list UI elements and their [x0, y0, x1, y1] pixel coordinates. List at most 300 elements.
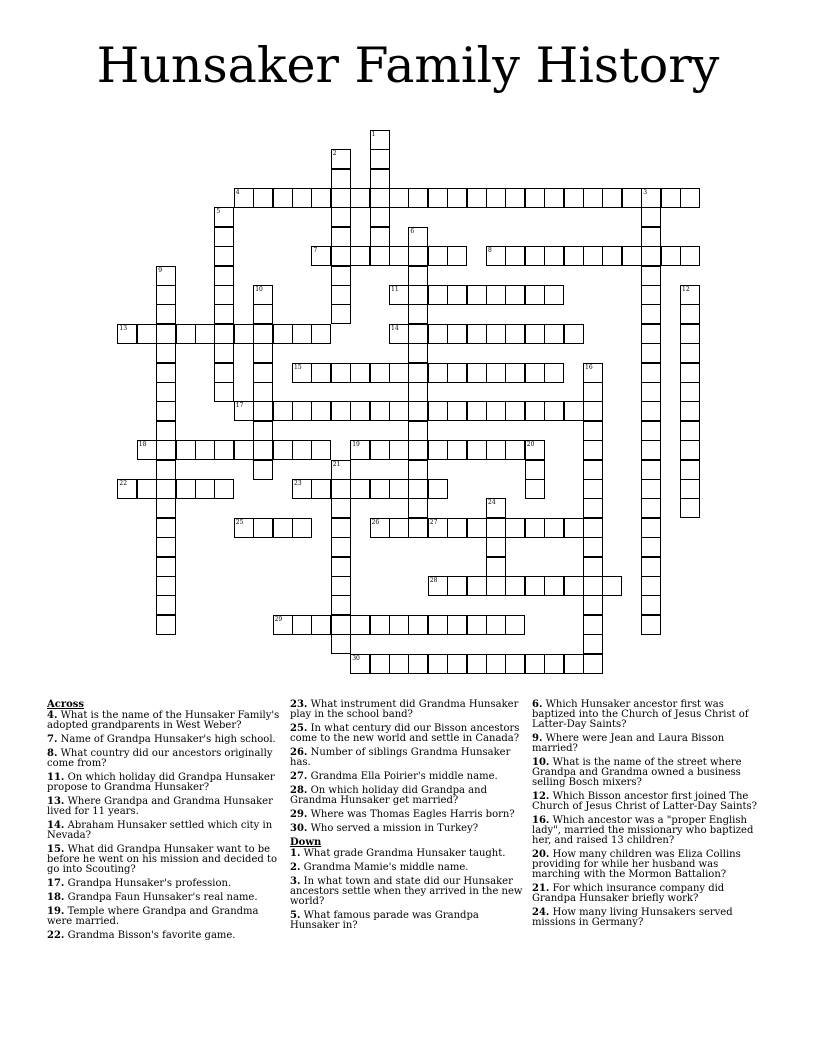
grid-cell[interactable]: [214, 382, 234, 402]
grid-cell[interactable]: [583, 382, 603, 402]
grid-cell[interactable]: [641, 324, 661, 344]
grid-cell[interactable]: [273, 401, 293, 421]
grid-cell[interactable]: [389, 285, 409, 305]
grid-cell[interactable]: [428, 246, 448, 266]
grid-cell[interactable]: [680, 401, 700, 421]
grid-cell[interactable]: [525, 460, 545, 480]
grid-cell[interactable]: [195, 440, 215, 460]
grid-cell[interactable]: [331, 557, 351, 577]
grid-cell[interactable]: [661, 188, 681, 208]
grid-cell[interactable]: [331, 479, 351, 499]
grid-cell[interactable]: [389, 363, 409, 383]
grid-cell[interactable]: [156, 440, 176, 460]
grid-cell[interactable]: [370, 130, 390, 150]
grid-cell[interactable]: [583, 401, 603, 421]
grid-cell[interactable]: [583, 634, 603, 654]
grid-cell[interactable]: [428, 285, 448, 305]
grid-cell[interactable]: [583, 518, 603, 538]
grid-cell[interactable]: [137, 440, 157, 460]
grid-cell[interactable]: [641, 557, 661, 577]
grid-cell[interactable]: [680, 343, 700, 363]
grid-cell[interactable]: [641, 188, 661, 208]
grid-cell[interactable]: [370, 227, 390, 247]
grid-cell[interactable]: [156, 304, 176, 324]
grid-cell[interactable]: [370, 479, 390, 499]
grid-cell[interactable]: [641, 401, 661, 421]
grid-cell[interactable]: [583, 615, 603, 635]
grid-cell[interactable]: [331, 207, 351, 227]
grid-cell[interactable]: [602, 576, 622, 596]
grid-cell[interactable]: [156, 479, 176, 499]
grid-cell[interactable]: [680, 440, 700, 460]
grid-cell[interactable]: [156, 518, 176, 538]
grid-cell[interactable]: [525, 363, 545, 383]
grid-cell[interactable]: [525, 324, 545, 344]
grid-cell[interactable]: [156, 595, 176, 615]
grid-cell[interactable]: [641, 615, 661, 635]
grid-cell[interactable]: [505, 654, 525, 674]
grid-cell[interactable]: [234, 518, 254, 538]
grid-cell[interactable]: [564, 576, 584, 596]
grid-cell[interactable]: [214, 324, 234, 344]
grid-cell[interactable]: [408, 421, 428, 441]
grid-cell[interactable]: [331, 634, 351, 654]
grid-cell[interactable]: [350, 188, 370, 208]
grid-cell[interactable]: [641, 595, 661, 615]
grid-cell[interactable]: [641, 363, 661, 383]
grid-cell[interactable]: [408, 654, 428, 674]
grid-cell[interactable]: [486, 246, 506, 266]
grid-cell[interactable]: [680, 304, 700, 324]
grid-cell[interactable]: [408, 363, 428, 383]
grid-cell[interactable]: [156, 498, 176, 518]
grid-cell[interactable]: [544, 518, 564, 538]
grid-cell[interactable]: [292, 440, 312, 460]
grid-cell[interactable]: [467, 440, 487, 460]
grid-cell[interactable]: [583, 576, 603, 596]
grid-cell[interactable]: [602, 188, 622, 208]
grid-cell[interactable]: [331, 615, 351, 635]
grid-cell[interactable]: [525, 401, 545, 421]
grid-cell[interactable]: [370, 518, 390, 538]
grid-cell[interactable]: [408, 266, 428, 286]
grid-cell[interactable]: [486, 324, 506, 344]
grid-cell[interactable]: [292, 188, 312, 208]
grid-cell[interactable]: [641, 440, 661, 460]
grid-cell[interactable]: [583, 479, 603, 499]
grid-cell[interactable]: [156, 285, 176, 305]
grid-cell[interactable]: [486, 557, 506, 577]
grid-cell[interactable]: [156, 460, 176, 480]
grid-cell[interactable]: [486, 285, 506, 305]
grid-cell[interactable]: [253, 382, 273, 402]
grid-cell[interactable]: [486, 654, 506, 674]
grid-cell[interactable]: [428, 654, 448, 674]
grid-cell[interactable]: [253, 324, 273, 344]
grid-cell[interactable]: [273, 188, 293, 208]
grid-cell[interactable]: [486, 363, 506, 383]
grid-cell[interactable]: [389, 401, 409, 421]
grid-cell[interactable]: [447, 246, 467, 266]
grid-cell[interactable]: [505, 246, 525, 266]
grid-cell[interactable]: [525, 576, 545, 596]
grid-cell[interactable]: [331, 498, 351, 518]
grid-cell[interactable]: [311, 363, 331, 383]
grid-cell[interactable]: [389, 518, 409, 538]
grid-cell[interactable]: [350, 654, 370, 674]
grid-cell[interactable]: [370, 207, 390, 227]
grid-cell[interactable]: [214, 285, 234, 305]
grid-cell[interactable]: [544, 246, 564, 266]
grid-cell[interactable]: [447, 518, 467, 538]
grid-cell[interactable]: [408, 518, 428, 538]
grid-cell[interactable]: [447, 188, 467, 208]
grid-cell[interactable]: [486, 498, 506, 518]
grid-cell[interactable]: [486, 401, 506, 421]
grid-cell[interactable]: [680, 421, 700, 441]
grid-cell[interactable]: [447, 401, 467, 421]
grid-cell[interactable]: [370, 149, 390, 169]
grid-cell[interactable]: [156, 615, 176, 635]
grid-cell[interactable]: [583, 363, 603, 383]
grid-cell[interactable]: [447, 324, 467, 344]
grid-cell[interactable]: [234, 188, 254, 208]
grid-cell[interactable]: [467, 188, 487, 208]
grid-cell[interactable]: [564, 246, 584, 266]
grid-cell[interactable]: [331, 266, 351, 286]
grid-cell[interactable]: [156, 382, 176, 402]
grid-cell[interactable]: [641, 285, 661, 305]
grid-cell[interactable]: [311, 440, 331, 460]
grid-cell[interactable]: [641, 382, 661, 402]
grid-cell[interactable]: [253, 343, 273, 363]
grid-cell[interactable]: [292, 401, 312, 421]
grid-cell[interactable]: [428, 615, 448, 635]
grid-cell[interactable]: [156, 401, 176, 421]
grid-cell[interactable]: [564, 654, 584, 674]
grid-cell[interactable]: [544, 401, 564, 421]
grid-cell[interactable]: [176, 479, 196, 499]
grid-cell[interactable]: [408, 304, 428, 324]
grid-cell[interactable]: [544, 188, 564, 208]
grid-cell[interactable]: [486, 188, 506, 208]
grid-cell[interactable]: [331, 169, 351, 189]
grid-cell[interactable]: [641, 518, 661, 538]
grid-cell[interactable]: [370, 440, 390, 460]
grid-cell[interactable]: [311, 324, 331, 344]
grid-cell[interactable]: [641, 537, 661, 557]
grid-cell[interactable]: [273, 440, 293, 460]
grid-cell[interactable]: [137, 479, 157, 499]
grid-cell[interactable]: [214, 304, 234, 324]
grid-cell[interactable]: [525, 440, 545, 460]
grid-cell[interactable]: [505, 285, 525, 305]
grid-cell[interactable]: [331, 576, 351, 596]
grid-cell[interactable]: [311, 615, 331, 635]
grid-cell[interactable]: [408, 615, 428, 635]
grid-cell[interactable]: [331, 188, 351, 208]
grid-cell[interactable]: [156, 537, 176, 557]
grid-cell[interactable]: [467, 324, 487, 344]
grid-cell[interactable]: [350, 479, 370, 499]
grid-cell[interactable]: [408, 227, 428, 247]
grid-cell[interactable]: [428, 324, 448, 344]
grid-cell[interactable]: [641, 304, 661, 324]
grid-cell[interactable]: [214, 343, 234, 363]
grid-cell[interactable]: [156, 421, 176, 441]
grid-cell[interactable]: [370, 363, 390, 383]
grid-cell[interactable]: [156, 324, 176, 344]
grid-cell[interactable]: [331, 401, 351, 421]
grid-cell[interactable]: [447, 576, 467, 596]
grid-cell[interactable]: [544, 324, 564, 344]
grid-cell[interactable]: [214, 479, 234, 499]
grid-cell[interactable]: [273, 615, 293, 635]
grid-cell[interactable]: [641, 266, 661, 286]
grid-cell[interactable]: [544, 576, 564, 596]
grid-cell[interactable]: [408, 440, 428, 460]
grid-cell[interactable]: [486, 518, 506, 538]
grid-cell[interactable]: [389, 324, 409, 344]
grid-cell[interactable]: [370, 169, 390, 189]
grid-cell[interactable]: [292, 324, 312, 344]
grid-cell[interactable]: [156, 343, 176, 363]
grid-cell[interactable]: [408, 498, 428, 518]
grid-cell[interactable]: [331, 537, 351, 557]
grid-cell[interactable]: [253, 401, 273, 421]
grid-cell[interactable]: [680, 460, 700, 480]
grid-cell[interactable]: [505, 615, 525, 635]
grid-cell[interactable]: [564, 518, 584, 538]
grid-cell[interactable]: [176, 324, 196, 344]
grid-cell[interactable]: [641, 207, 661, 227]
grid-cell[interactable]: [505, 440, 525, 460]
grid-cell[interactable]: [564, 401, 584, 421]
grid-cell[interactable]: [292, 479, 312, 499]
grid-cell[interactable]: [447, 654, 467, 674]
grid-cell[interactable]: [428, 188, 448, 208]
grid-cell[interactable]: [370, 615, 390, 635]
grid-cell[interactable]: [505, 324, 525, 344]
grid-cell[interactable]: [350, 401, 370, 421]
grid-cell[interactable]: [408, 401, 428, 421]
grid-cell[interactable]: [641, 227, 661, 247]
grid-cell[interactable]: [564, 324, 584, 344]
grid-cell[interactable]: [408, 382, 428, 402]
grid-cell[interactable]: [641, 460, 661, 480]
grid-cell[interactable]: [234, 440, 254, 460]
grid-cell[interactable]: [389, 615, 409, 635]
grid-cell[interactable]: [525, 188, 545, 208]
grid-cell[interactable]: [311, 246, 331, 266]
grid-cell[interactable]: [661, 246, 681, 266]
grid-cell[interactable]: [447, 363, 467, 383]
grid-cell[interactable]: [350, 440, 370, 460]
grid-cell[interactable]: [467, 518, 487, 538]
grid-cell[interactable]: [641, 576, 661, 596]
grid-cell[interactable]: [583, 654, 603, 674]
grid-cell[interactable]: [680, 188, 700, 208]
grid-cell[interactable]: [467, 285, 487, 305]
grid-cell[interactable]: [467, 654, 487, 674]
grid-cell[interactable]: [389, 440, 409, 460]
grid-cell[interactable]: [195, 324, 215, 344]
grid-cell[interactable]: [253, 363, 273, 383]
grid-cell[interactable]: [583, 595, 603, 615]
grid-cell[interactable]: [331, 518, 351, 538]
grid-cell[interactable]: [583, 246, 603, 266]
grid-cell[interactable]: [331, 595, 351, 615]
grid-cell[interactable]: [331, 304, 351, 324]
grid-cell[interactable]: [467, 401, 487, 421]
grid-cell[interactable]: [583, 188, 603, 208]
grid-cell[interactable]: [331, 363, 351, 383]
grid-cell[interactable]: [525, 654, 545, 674]
grid-cell[interactable]: [253, 285, 273, 305]
grid-cell[interactable]: [641, 421, 661, 441]
grid-cell[interactable]: [156, 576, 176, 596]
grid-cell[interactable]: [641, 343, 661, 363]
grid-cell[interactable]: [447, 440, 467, 460]
grid-cell[interactable]: [214, 246, 234, 266]
grid-cell[interactable]: [408, 324, 428, 344]
grid-cell[interactable]: [505, 576, 525, 596]
grid-cell[interactable]: [525, 285, 545, 305]
grid-cell[interactable]: [486, 440, 506, 460]
grid-cell[interactable]: [389, 479, 409, 499]
grid-cell[interactable]: [583, 537, 603, 557]
grid-cell[interactable]: [389, 654, 409, 674]
grid-cell[interactable]: [505, 188, 525, 208]
grid-cell[interactable]: [350, 615, 370, 635]
grid-cell[interactable]: [253, 421, 273, 441]
grid-cell[interactable]: [467, 576, 487, 596]
grid-cell[interactable]: [447, 615, 467, 635]
grid-cell[interactable]: [428, 518, 448, 538]
grid-cell[interactable]: [680, 382, 700, 402]
grid-cell[interactable]: [389, 246, 409, 266]
grid-cell[interactable]: [370, 401, 390, 421]
grid-cell[interactable]: [253, 440, 273, 460]
grid-cell[interactable]: [583, 557, 603, 577]
grid-cell[interactable]: [583, 460, 603, 480]
grid-cell[interactable]: [486, 537, 506, 557]
grid-cell[interactable]: [564, 188, 584, 208]
grid-cell[interactable]: [195, 479, 215, 499]
grid-cell[interactable]: [428, 401, 448, 421]
grid-cell[interactable]: [331, 246, 351, 266]
grid-cell[interactable]: [544, 654, 564, 674]
grid-cell[interactable]: [292, 518, 312, 538]
grid-cell[interactable]: [214, 227, 234, 247]
grid-cell[interactable]: [137, 324, 157, 344]
grid-cell[interactable]: [505, 363, 525, 383]
grid-cell[interactable]: [156, 363, 176, 383]
grid-cell[interactable]: [214, 440, 234, 460]
grid-cell[interactable]: [602, 246, 622, 266]
grid-cell[interactable]: [467, 363, 487, 383]
grid-cell[interactable]: [622, 246, 642, 266]
grid-cell[interactable]: [292, 363, 312, 383]
grid-cell[interactable]: [505, 518, 525, 538]
grid-cell[interactable]: [311, 188, 331, 208]
grid-cell[interactable]: [389, 188, 409, 208]
grid-cell[interactable]: [486, 576, 506, 596]
grid-cell[interactable]: [370, 188, 390, 208]
grid-cell[interactable]: [544, 285, 564, 305]
grid-cell[interactable]: [350, 246, 370, 266]
grid-cell[interactable]: [428, 440, 448, 460]
grid-cell[interactable]: [253, 188, 273, 208]
grid-cell[interactable]: [408, 460, 428, 480]
grid-cell[interactable]: [680, 498, 700, 518]
grid-cell[interactable]: [583, 440, 603, 460]
grid-cell[interactable]: [641, 246, 661, 266]
grid-cell[interactable]: [428, 479, 448, 499]
grid-cell[interactable]: [680, 479, 700, 499]
grid-cell[interactable]: [253, 304, 273, 324]
grid-cell[interactable]: [641, 479, 661, 499]
grid-cell[interactable]: [583, 421, 603, 441]
grid-cell[interactable]: [428, 363, 448, 383]
grid-cell[interactable]: [408, 188, 428, 208]
grid-cell[interactable]: [486, 615, 506, 635]
grid-cell[interactable]: [214, 363, 234, 383]
grid-cell[interactable]: [680, 246, 700, 266]
grid-cell[interactable]: [176, 440, 196, 460]
grid-cell[interactable]: [214, 207, 234, 227]
grid-cell[interactable]: [253, 460, 273, 480]
grid-cell[interactable]: [331, 285, 351, 305]
grid-cell[interactable]: [156, 266, 176, 286]
grid-cell[interactable]: [583, 498, 603, 518]
grid-cell[interactable]: [525, 479, 545, 499]
grid-cell[interactable]: [273, 324, 293, 344]
grid-cell[interactable]: [273, 518, 293, 538]
grid-cell[interactable]: [331, 227, 351, 247]
grid-cell[interactable]: [292, 615, 312, 635]
grid-cell[interactable]: [234, 401, 254, 421]
grid-cell[interactable]: [447, 285, 467, 305]
grid-cell[interactable]: [370, 246, 390, 266]
grid-cell[interactable]: [467, 615, 487, 635]
grid-cell[interactable]: [253, 518, 273, 538]
grid-cell[interactable]: [408, 246, 428, 266]
grid-cell[interactable]: [680, 324, 700, 344]
grid-cell[interactable]: [622, 188, 642, 208]
grid-cell[interactable]: [641, 498, 661, 518]
grid-cell[interactable]: [525, 518, 545, 538]
grid-cell[interactable]: [525, 246, 545, 266]
grid-cell[interactable]: [505, 401, 525, 421]
grid-cell[interactable]: [408, 343, 428, 363]
grid-cell[interactable]: [350, 363, 370, 383]
grid-cell[interactable]: [680, 285, 700, 305]
grid-cell[interactable]: [331, 149, 351, 169]
grid-cell[interactable]: [156, 557, 176, 577]
grid-cell[interactable]: [544, 363, 564, 383]
grid-cell[interactable]: [311, 479, 331, 499]
grid-cell[interactable]: [680, 363, 700, 383]
grid-cell[interactable]: [408, 285, 428, 305]
grid-cell[interactable]: [428, 576, 448, 596]
grid-cell[interactable]: [370, 654, 390, 674]
grid-cell[interactable]: [117, 324, 137, 344]
grid-cell[interactable]: [408, 479, 428, 499]
grid-cell[interactable]: [331, 460, 351, 480]
grid-cell[interactable]: [214, 266, 234, 286]
grid-cell[interactable]: [311, 401, 331, 421]
